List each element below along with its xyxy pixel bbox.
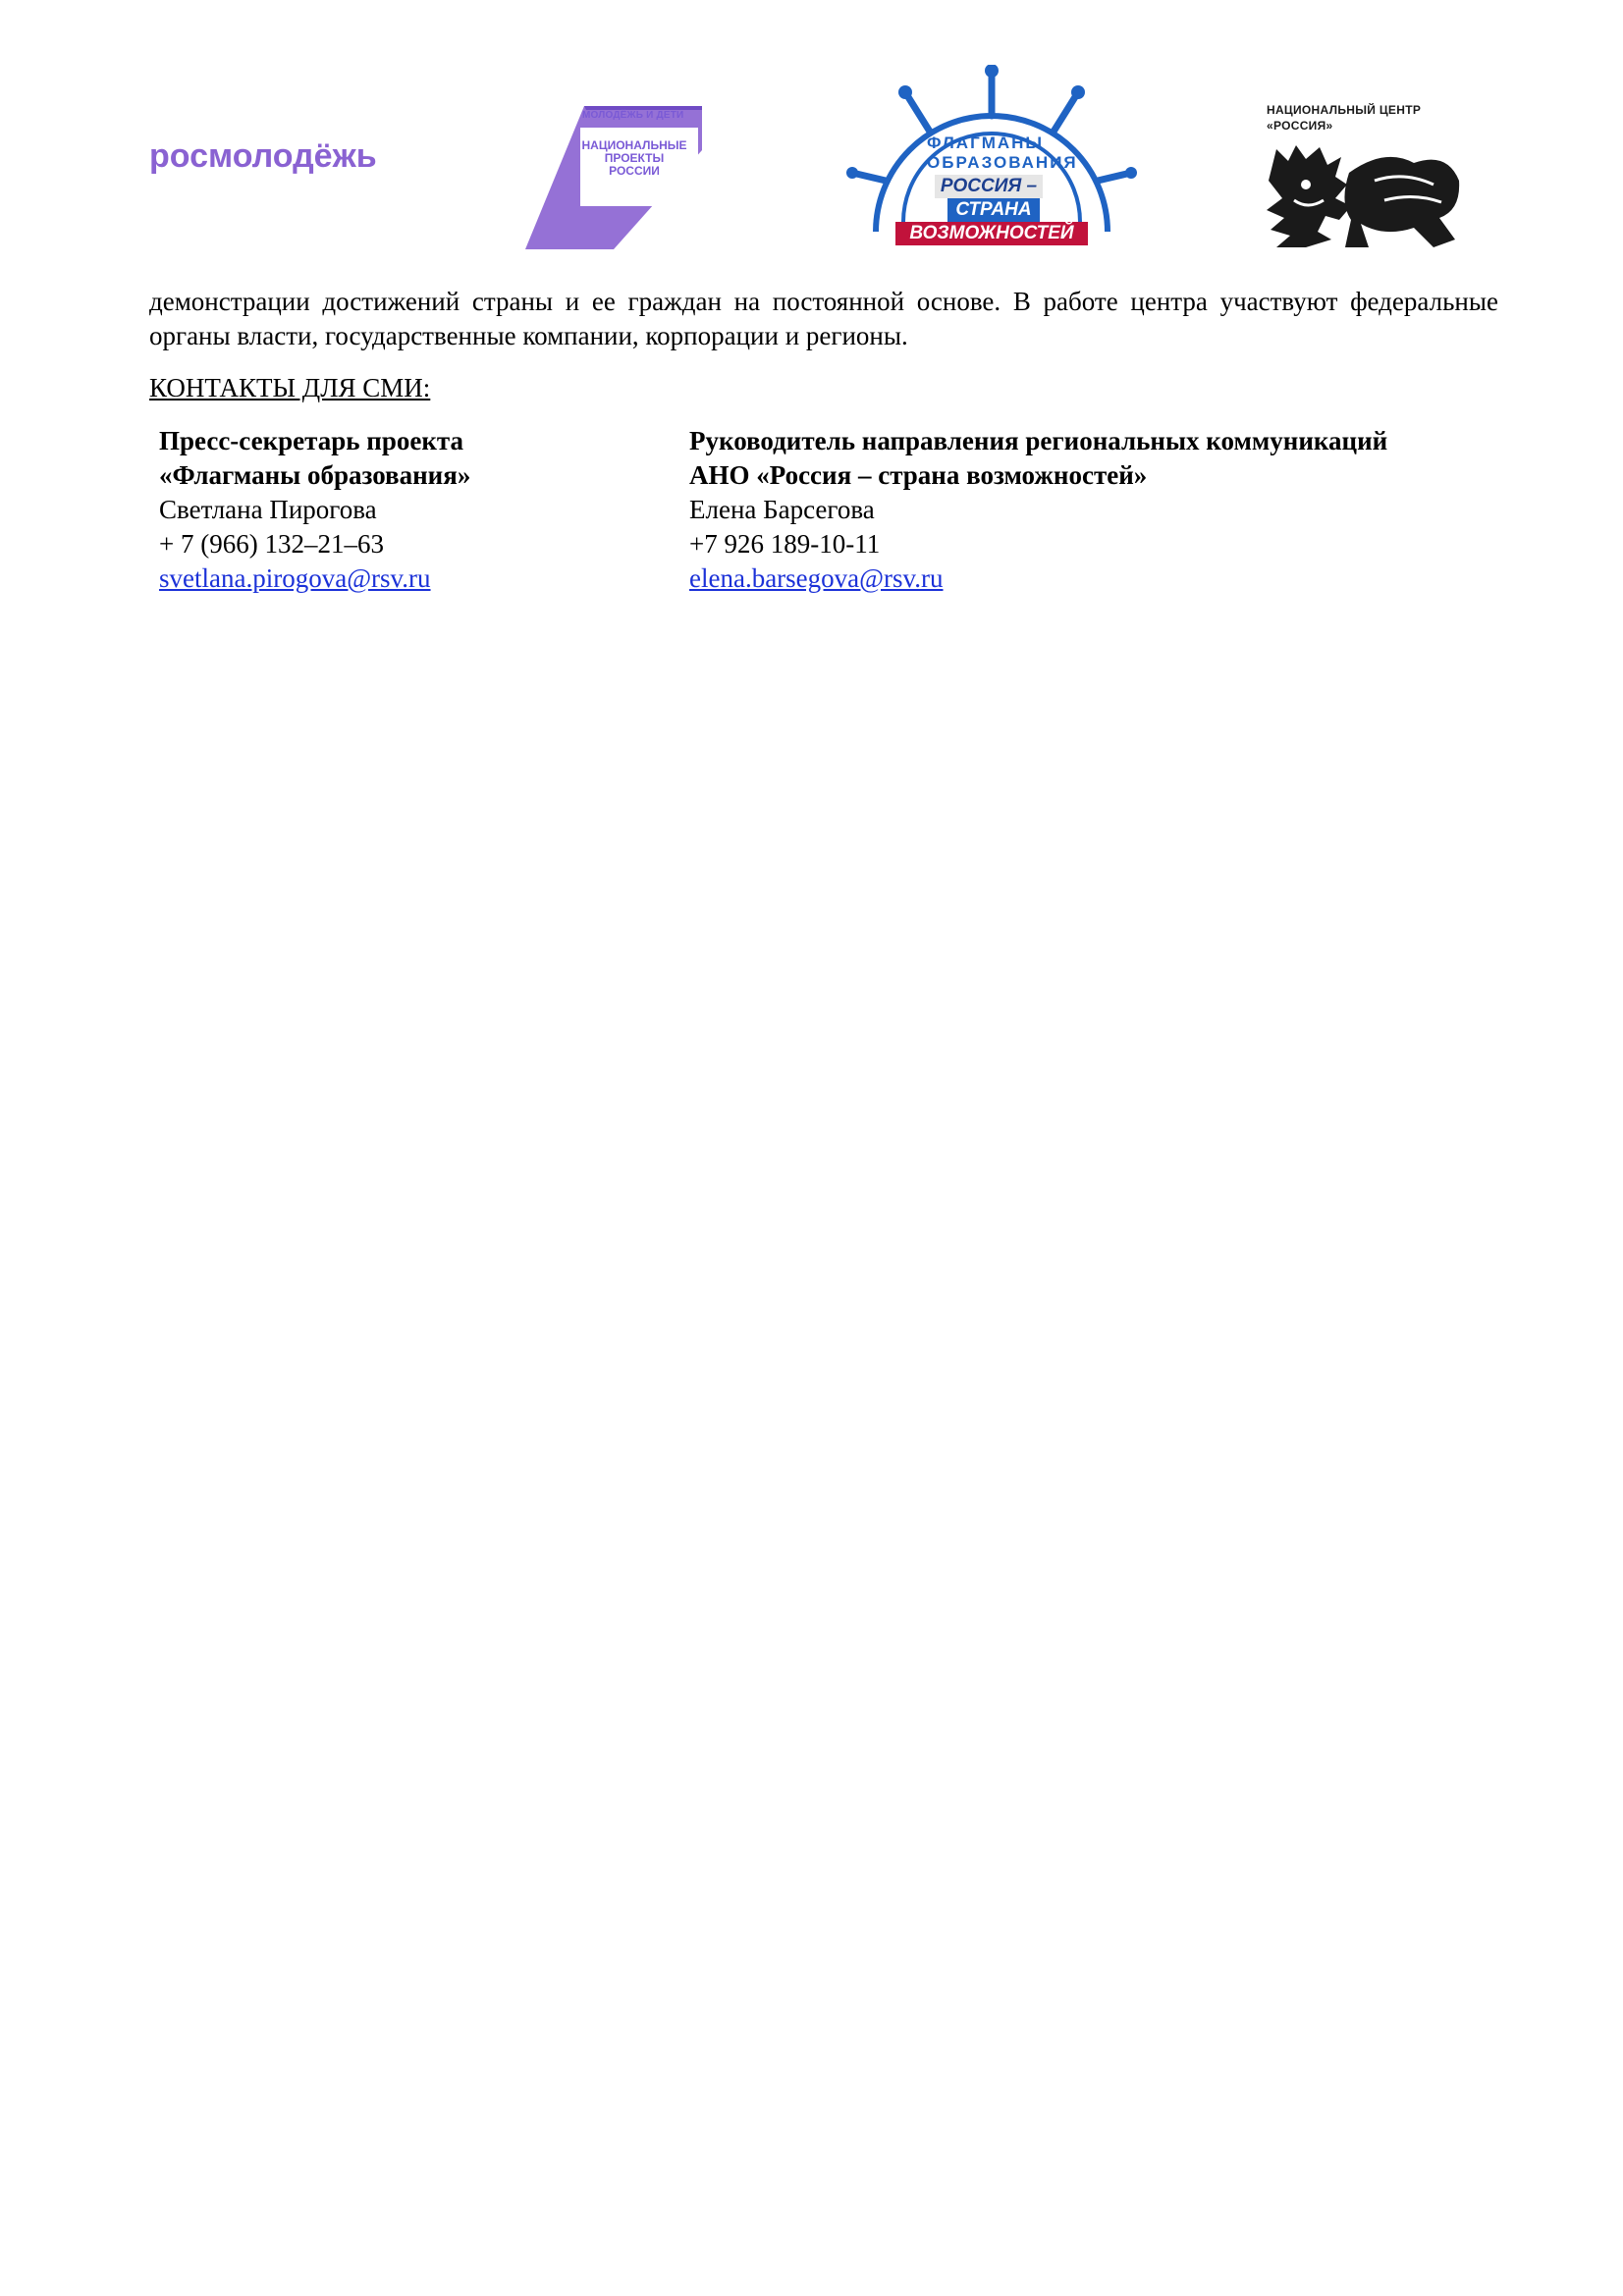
nc-line1: НАЦИОНАЛЬНЫЙ ЦЕНТР: [1267, 103, 1422, 117]
np-line1: НАЦИОНАЛЬНЫЕ: [581, 138, 687, 152]
body-paragraph: демонстрации достижений страны и ее граждан на постоянной основе. В работе центра участвуют федеральные органы власти, государственные компании, корпорации и регионы.: [149, 287, 1498, 350]
np-line2: ПРОЕКТЫ: [604, 151, 665, 165]
flagmany-box-vozmozhnostey: ВОЗМОЖНОСТЕЙ: [895, 222, 1088, 245]
national-center-russia-logo: [1267, 102, 1463, 259]
flagmany-box-russia: РОССИЯ –: [935, 175, 1043, 198]
national-center-title: [1267, 102, 1421, 133]
contact-left-role-line1: Пресс-секретарь проекта: [159, 426, 463, 455]
contact-right-phone: +7 926 189-10-11: [689, 529, 881, 559]
contact-left-name: Светлана Пирогова: [159, 495, 377, 524]
contact-left-email-link[interactable]: svetlana.pirogova@rsv.ru: [159, 563, 431, 593]
contact-right: [689, 424, 1534, 596]
flagmany-box-strana: СТРАНА: [947, 198, 1040, 222]
contact-left-role-line2: «Флагманы образования»: [159, 460, 471, 490]
contact-left: [159, 424, 670, 596]
rosmolodezh-logo: росмолодёжь: [149, 137, 377, 175]
flagmany-logo: [846, 65, 1137, 256]
national-projects-logo: [525, 106, 702, 249]
national-projects-top: МОЛОДЁЖЬ И ДЕТИ: [582, 110, 684, 121]
contact-right-email-link[interactable]: elena.barsegova@rsv.ru: [689, 563, 944, 593]
national-projects-emblem-icon: [525, 106, 702, 249]
national-projects-title: [580, 139, 688, 178]
contact-right-role-line2: АНО «Россия – страна возможностей»: [689, 460, 1148, 490]
nc-line2: «РОССИЯ»: [1267, 119, 1333, 133]
contact-right-name: Елена Барсегова: [689, 495, 875, 524]
contact-left-phone: + 7 (966) 132–21–63: [159, 529, 384, 559]
np-line3: РОССИИ: [609, 164, 660, 178]
contacts-heading: КОНТАКТЫ ДЛЯ СМИ:: [149, 373, 431, 402]
flagmany-arc-text: ФЛАГМАНЫ ОБРАЗОВАНИЯ: [927, 133, 1078, 172]
bear-emblem-icon: [1267, 141, 1463, 251]
header-logos: [0, 0, 1623, 265]
contact-right-role-line1: Руководитель направления региональных коммуникаций: [689, 426, 1388, 455]
